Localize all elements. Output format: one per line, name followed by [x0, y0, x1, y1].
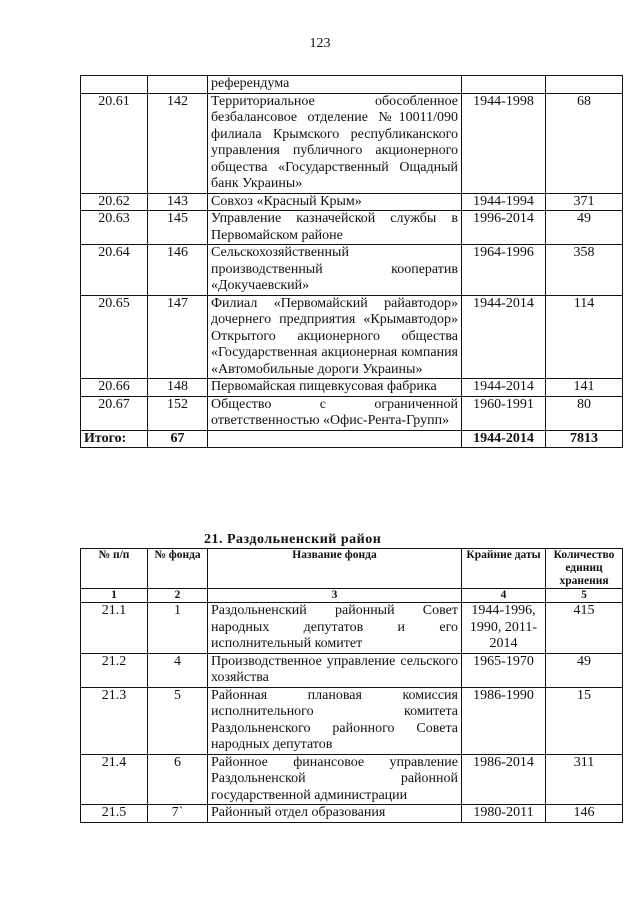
storage-units: 311 — [546, 754, 623, 805]
header-fund-name: Название фонда — [208, 549, 462, 589]
storage-units: 358 — [546, 245, 623, 296]
row-number: 21.5 — [81, 805, 148, 823]
fund-name: Филиал «Первомайский райавтодор» дочернего предприятия «Крымавтодор» Открытого акционерного общества «Государственная акционерная компания «Автомобильные дороги Украины» — [208, 295, 462, 379]
table-row — [81, 93, 623, 193]
total-date-range: 1944-2014 — [462, 430, 546, 448]
date-range — [462, 76, 546, 94]
fund-number — [148, 76, 208, 94]
fund-name: Первомайская пищевкусовая фабрика — [208, 379, 462, 397]
total-name-empty — [208, 430, 462, 448]
date-range: 1965-1970 — [462, 653, 546, 687]
archive-table-continued — [80, 75, 623, 448]
table-row — [81, 805, 623, 823]
fund-number: 152 — [148, 396, 208, 430]
fund-name: Районный отдел образования — [208, 805, 462, 823]
fund-number: 143 — [148, 193, 208, 211]
fund-name: Производственное управление сельского хозяйства — [208, 653, 462, 687]
total-row — [81, 430, 623, 448]
fund-number: 6 — [148, 754, 208, 805]
fund-name: референдума — [208, 76, 462, 94]
fund-number: 142 — [148, 93, 208, 193]
storage-units: 49 — [546, 211, 623, 245]
page-number: 123 — [309, 36, 331, 51]
fund-name: Территориальное обособленное безбалансовое отделение №10011/090 филиала Крымского республиканского управления публичного акционерного общества «Государственный Ощадный банк Украины» — [208, 93, 462, 193]
table-row — [81, 193, 623, 211]
date-range: 1986-1990 — [462, 687, 546, 754]
storage-units: 68 — [546, 93, 623, 193]
header-fund-number: № фонда — [148, 549, 208, 589]
table-row — [81, 245, 623, 296]
column-number: 2 — [148, 589, 208, 603]
fund-number: 145 — [148, 211, 208, 245]
column-number: 5 — [546, 589, 623, 603]
column-number: 4 — [462, 589, 546, 603]
storage-units: 15 — [546, 687, 623, 754]
row-number: 21.2 — [81, 653, 148, 687]
table-row — [81, 76, 623, 94]
row-number: 20.66 — [81, 379, 148, 397]
fund-name: Раздольненский районный Совет народных депутатов и его исполнительный комитет — [208, 603, 462, 654]
fund-name: Управление казначейской службы в Первомайском районе — [208, 211, 462, 245]
table-row — [81, 653, 623, 687]
storage-units — [546, 76, 623, 94]
row-number: 20.62 — [81, 193, 148, 211]
column-number-row — [81, 589, 623, 603]
column-number: 3 — [208, 589, 462, 603]
storage-units: 146 — [546, 805, 623, 823]
table-row — [81, 687, 623, 754]
table-row — [81, 379, 623, 397]
fund-number: 146 — [148, 245, 208, 296]
header-storage-units: Количество единиц хранения — [546, 549, 623, 589]
storage-units: 141 — [546, 379, 623, 397]
date-range: 1944-1994 — [462, 193, 546, 211]
header-row — [81, 549, 623, 589]
row-number: 21.3 — [81, 687, 148, 754]
row-number: 20.63 — [81, 211, 148, 245]
storage-units: 49 — [546, 653, 623, 687]
section-title: 21. Раздольненский район — [204, 532, 382, 547]
header-row-number: № п/п — [81, 549, 148, 589]
storage-units: 80 — [546, 396, 623, 430]
fund-number: 147 — [148, 295, 208, 379]
date-range: 1996-2014 — [462, 211, 546, 245]
date-range: 1986-2014 — [462, 754, 546, 805]
fund-name: Районное финансовое управление Раздольненской районной государственной администрации — [208, 754, 462, 805]
date-range: 1944-1996, 1990, 2011-2014 — [462, 603, 546, 654]
total-label: Итого: — [81, 430, 148, 448]
date-range: 1980-2011 — [462, 805, 546, 823]
total-fund-count: 67 — [148, 430, 208, 448]
fund-number: 7` — [148, 805, 208, 823]
fund-name: Совхоз «Красный Крым» — [208, 193, 462, 211]
fund-number: 148 — [148, 379, 208, 397]
date-range: 1964-1996 — [462, 245, 546, 296]
date-range: 1944-2014 — [462, 295, 546, 379]
date-range: 1944-2014 — [462, 379, 546, 397]
row-number: 20.64 — [81, 245, 148, 296]
column-number: 1 — [81, 589, 148, 603]
table-row — [81, 396, 623, 430]
row-number: 21.1 — [81, 603, 148, 654]
fund-name: Сельскохозяйственный производственный кооператив «Докучаевский» — [208, 245, 462, 296]
row-number: 21.4 — [81, 754, 148, 805]
total-storage-units: 7813 — [546, 430, 623, 448]
fund-name: Районная плановая комиссия исполнительного комитета Раздольненского районного Совета народных депутатов — [208, 687, 462, 754]
table-row — [81, 295, 623, 379]
archive-table-razdolnoe — [80, 548, 623, 823]
storage-units: 415 — [546, 603, 623, 654]
row-number — [81, 76, 148, 94]
storage-units: 371 — [546, 193, 623, 211]
table-row — [81, 754, 623, 805]
header-date-range: Крайние даты — [462, 549, 546, 589]
fund-number: 5 — [148, 687, 208, 754]
date-range: 1944-1998 — [462, 93, 546, 193]
fund-name: Общество с ограниченной ответственностью «Офис-Рента-Групп» — [208, 396, 462, 430]
row-number: 20.61 — [81, 93, 148, 193]
row-number: 20.65 — [81, 295, 148, 379]
fund-number: 4 — [148, 653, 208, 687]
row-number: 20.67 — [81, 396, 148, 430]
table-row — [81, 211, 623, 245]
storage-units: 114 — [546, 295, 623, 379]
fund-number: 1 — [148, 603, 208, 654]
date-range: 1960-1991 — [462, 396, 546, 430]
table-row — [81, 603, 623, 654]
